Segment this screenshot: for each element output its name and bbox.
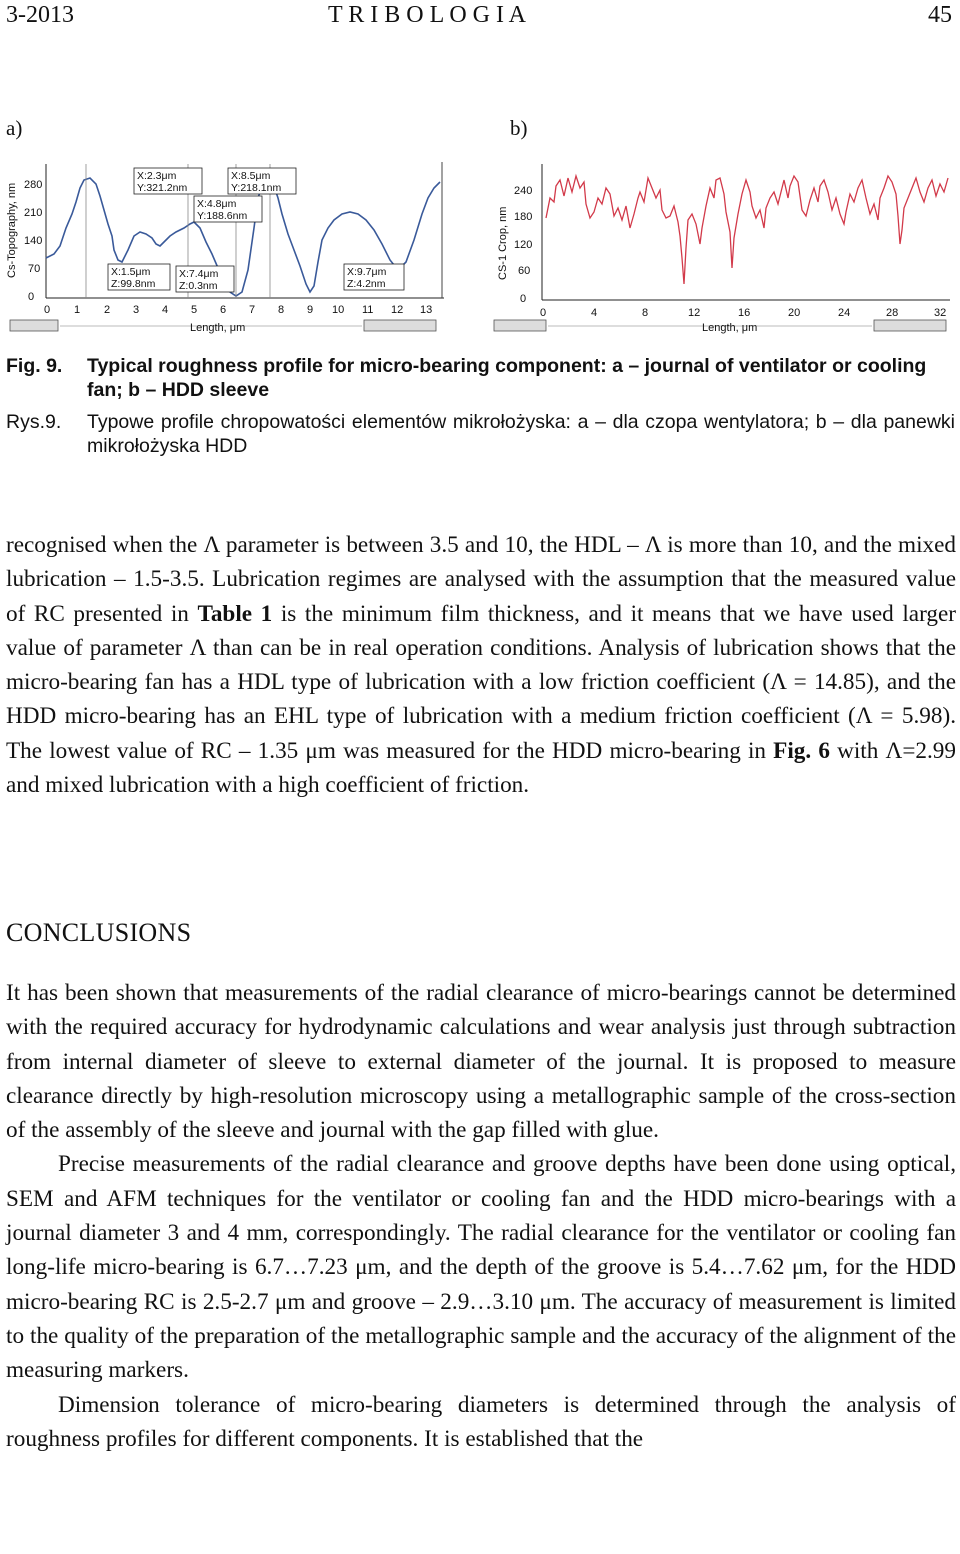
issue-number: 3-2013: [6, 2, 74, 28]
caption-en-text: Typical roughness profile for micro-bearing component: a – journal of ventilator or cooling fan; b – HDD sleeve: [87, 355, 927, 401]
ytick-a-0: 0: [28, 291, 35, 303]
ytick-a-70: 70: [28, 263, 41, 275]
xtick-a-6: 6: [220, 304, 227, 316]
xtick-a-11: 11: [362, 304, 374, 316]
xtick-a-10: 10: [332, 304, 345, 316]
xtick-b-12: 12: [688, 307, 701, 319]
xticks-a: [44, 304, 432, 316]
table-1-reference: Table 1: [197, 600, 273, 627]
body-paragraph-1: [6, 528, 956, 802]
xtick-a-12: 12: [391, 304, 404, 316]
marker-box-1: [134, 168, 202, 194]
conclusions-body: [6, 976, 956, 1456]
marker-2-x: X:8.5μm: [231, 170, 271, 182]
figure-label-b: b): [510, 116, 528, 140]
running-header: [0, 0, 960, 34]
ytick-a-210: 210: [24, 207, 43, 219]
roughness-profile-b: [546, 176, 948, 284]
marker-6-z: Z:4.2nm: [347, 278, 386, 290]
ytick-b-60: 60: [518, 265, 531, 277]
page-number: 45: [928, 2, 952, 28]
xtick-b-8: 8: [642, 307, 649, 319]
marker-2-y: Y:218.1nm: [231, 182, 282, 194]
ytick-a-280: 280: [24, 179, 43, 191]
marker-3-y: Y:188.6nm: [197, 210, 248, 222]
xtick-a-4: 4: [162, 304, 169, 316]
caption-en: [0, 354, 960, 404]
xticks-b: [540, 307, 946, 319]
xtick-a-13: 13: [420, 304, 433, 316]
ytick-b-240: 240: [514, 185, 533, 197]
para1-part-3: with Λ=2.99 and mixed lubrication with a high coefficient of friction.: [6, 737, 956, 799]
xtick-a-5: 5: [191, 304, 198, 316]
xtick-a-8: 8: [278, 304, 285, 316]
marker-4-x: X:1.5μm: [111, 266, 151, 278]
xtick-a-2: 2: [104, 304, 111, 316]
marker-1-y: Y:321.2nm: [137, 182, 188, 194]
conclusions-paragraph-3: Dimension tolerance of micro-bearing diameters is determined through the analysis of roughness profiles for different components. It is established that the: [6, 1391, 956, 1452]
para1-part-1: recognised when the Λ parameter is between 3.5 and 10, the HDL – Λ is more than 10, and the mixed lubrication – 1.5-3.5. Lubrication regimes are analysed with the assumption that the measured value of RC presented in: [6, 532, 956, 627]
marker-box-4: [108, 264, 170, 290]
xtick-b-4: 4: [591, 307, 598, 319]
caption-en-key: Fig. 9.: [6, 355, 63, 377]
profile-panel-a: [4, 158, 450, 336]
ytick-b-0: 0: [520, 293, 527, 305]
xtick-b-16: 16: [738, 307, 751, 319]
marker-4-z: Z:99.8nm: [111, 278, 156, 290]
marker-1-x: X:2.3μm: [137, 170, 177, 182]
marker-5-x: X:7.4μm: [179, 268, 219, 280]
conclusions-paragraph-1: It has been shown that measurements of the radial clearance of micro-bearings cannot be determined with the required accuracy for hydrodynamic calculations and wear analysis just through subtraction from internal diameter of sleeve to external diameter of the journal. It is proposed to measure clearance directly by high-resolution microscopy using a metallographic sample of the cross-section of the assembly of the sleeve and journal with the gap filled with glue.: [6, 980, 956, 1144]
ytick-b-180: 180: [514, 211, 533, 223]
profile-panel-b: [490, 158, 956, 336]
xtick-a-3: 3: [133, 304, 140, 316]
xtick-a-9: 9: [307, 304, 314, 316]
xtick-a-7: 7: [249, 304, 256, 316]
xtick-a-1: 1: [74, 304, 81, 316]
xlabel-a: Length, μm: [190, 322, 246, 334]
marker-6-x: X:9.7μm: [347, 266, 387, 278]
caption-pl-text: Typowe profile chropowatości elementów mikrołożyska: a – dla czopa wentylatora; b – dla panewki mikrołożyska HDD: [87, 411, 955, 457]
ytick-a-140: 140: [24, 235, 43, 247]
yticks-a: [24, 179, 42, 303]
ytick-b-120: 120: [514, 239, 533, 251]
fig-6-reference: Fig. 6: [773, 737, 830, 764]
xtick-a-0: 0: [44, 304, 51, 316]
marker-box-5: [176, 266, 234, 292]
caption-pl-key: Rys.9.: [6, 411, 62, 433]
xtick-b-32: 32: [934, 307, 947, 319]
ylabel-b: CS-1 Crop, nm: [497, 206, 509, 280]
caption-pl: [0, 410, 960, 460]
para1-part-2: is the minimum film thickness, and it means that we have used larger value of parameter Λ than can be in real operation conditions. Analysis of lubrication shows that the micro-bearing fan has a HDL type of lubrication with a low friction coefficient (Λ = 14.85), and the HDD micro-bearing has an EHL type of lubrication with a medium friction coefficient (Λ = 5.98). The lowest value of RC – 1.35 μm was measured for the HDD micro-bearing in: [6, 600, 956, 764]
profile-chart-a: [4, 158, 450, 336]
marker-box-3: [194, 196, 262, 222]
figure-label-a: a): [6, 116, 23, 140]
journal-name: T R I B O L O G I A: [328, 2, 526, 28]
marker-3-x: X:4.8μm: [197, 198, 237, 210]
xtick-b-24: 24: [838, 307, 851, 319]
xlabel-b: Length, μm: [702, 322, 758, 334]
marker-5-z: Z:0.3nm: [179, 280, 218, 292]
xtick-b-0: 0: [540, 307, 547, 319]
xtick-b-28: 28: [886, 307, 899, 319]
conclusions-heading: CONCLUSIONS: [6, 918, 192, 947]
profile-chart-b: [490, 158, 956, 336]
conclusions-paragraph-2: Precise measurements of the radial clearance and groove depths have been done using optical, SEM and AFM techniques for the ventilator or cooling fan and the HDD micro-bearings with a journal diameter 3 and 4 mm, correspondingly. The radial clearance for the ventilator or cooling fan long-life micro-bearing is 6.7…7.23 μm, and the depth of the groove is 5.4…7.62 μm, for the HDD micro-bearing RC is 2.5-2.7 μm and groove – 2.9…3.10 μm. The accuracy of measurement is limited to the quality of the preparation of the metallographic sample and the accuracy of the alignment of the measuring markers.: [6, 1151, 956, 1384]
ylabel-a: Cs-Topography, nm: [6, 182, 18, 278]
xtick-b-20: 20: [788, 307, 801, 319]
yticks-b: [514, 185, 532, 305]
marker-box-2: [228, 168, 296, 194]
marker-box-6: [344, 264, 404, 290]
